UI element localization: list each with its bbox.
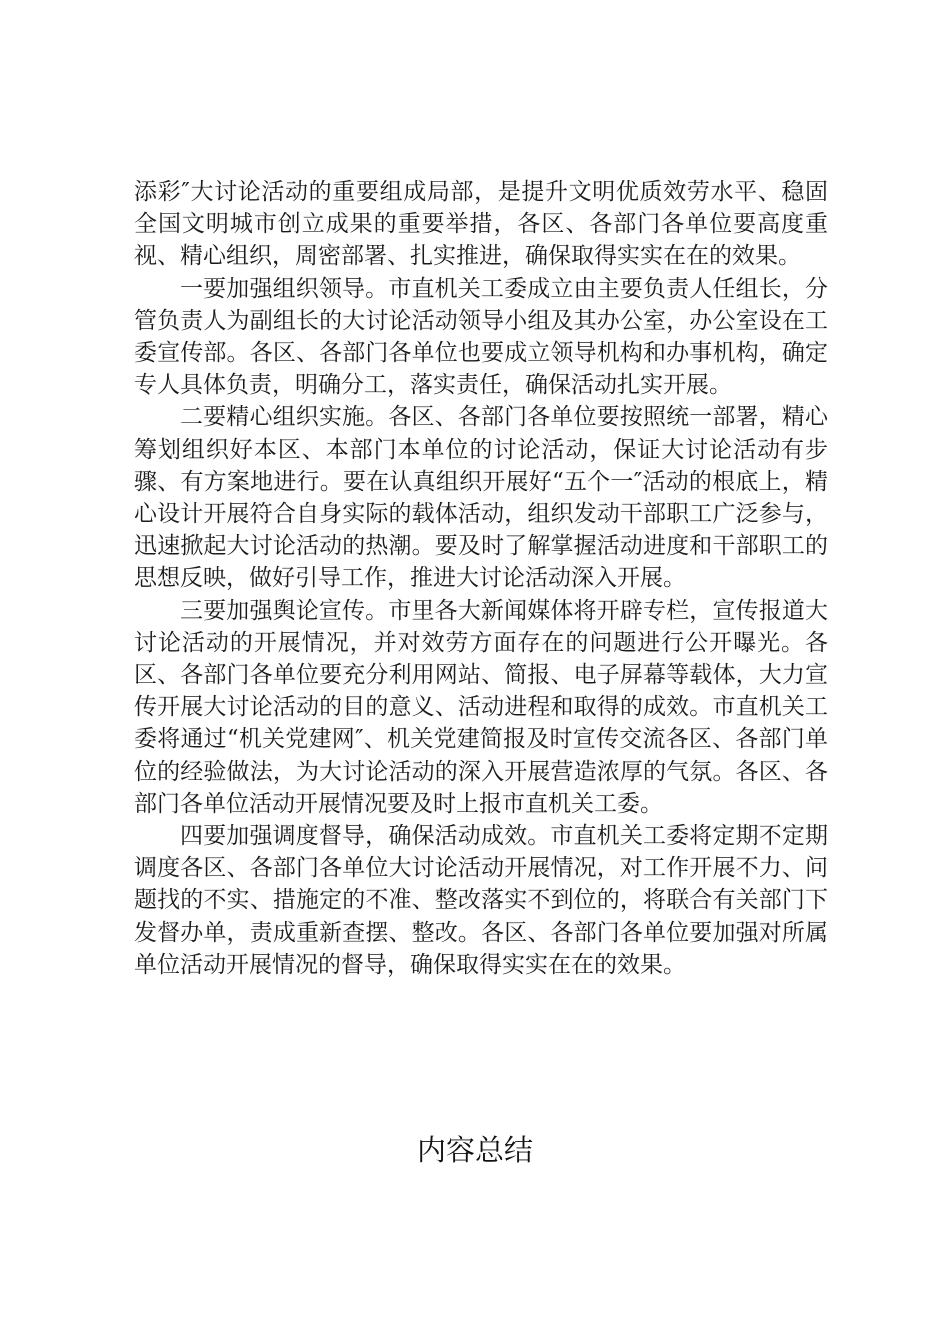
- paragraph-organization-leadership: 一要加强组织领导。市直机关工委成立由主要负责人任组长，分管负责人为副组长的大讨论活动领导小组及其办公室，办公室设在工委宣传部。各区、各部门各单位也要成立领导机构和办事机构，确定专人具体负责，明确分工，落实责任，确保活动扎实开展。: [134, 275, 828, 399]
- paragraph-implementation: 二要精心组织实施。各区、各部门各单位要按照统一部署，精心筹划组织好本区、本部门本单位的讨论活动，保证大讨论活动有步骤、有方案地进行。要在认真组织开展好“五个一″活动的根底上，精心设计开展符合自身实际的载体活动，组织发动干部职工广泛参与，迅速掀起大讨论活动的热潮。要及时了解掌握活动进度和干部职工的思想反映，做好引导工作，推进大讨论活动深入开展。: [134, 404, 828, 592]
- paragraph-supervision: 四要加强调度督导，确保活动成效。市直机关工委将定期不定期调度各区、各部门各单位大讨论活动开展情况，对工作开展不力、问题找的不实、措施定的不准、整改落实不到位的，将联合有关部门下发督办单，责成重新查摆、整改。各区、各部门各单位要加强对所属单位活动开展情况的督导，确保取得实实在在的效果。: [134, 823, 828, 978]
- document-body: [134, 176, 828, 981]
- paragraph-publicity: 三要加强舆论宣传。市里各大新闻媒体将开辟专栏，宣传报道大讨论活动的开展情况，并对效劳方面存在的问题进行公开曝光。各区、各部门各单位要充分利用网站、简报、电子屏幕等载体，大力宣传开展大讨论活动的目的意义、活动进程和取得的成效。市直机关工委将通过“机关党建网″、机关党建简报及时宣传交流各区、各部门单位的经验做法，为大讨论活动的深入开展营造浓厚的气氛。各区、各部门各单位活动开展情况要及时上报市直机关工委。: [134, 597, 828, 817]
- summary-heading: 内容总结: [416, 1133, 533, 1167]
- paragraph-continuation: 添彩″大讨论活动的重要组成局部，是提升文明优质效劳水平、稳固全国文明城市创立成果的重要举措，各区、各部门各单位要高度重视、精心组织，周密部署、扎实推进，确保取得实实在在的效果。: [134, 179, 828, 270]
